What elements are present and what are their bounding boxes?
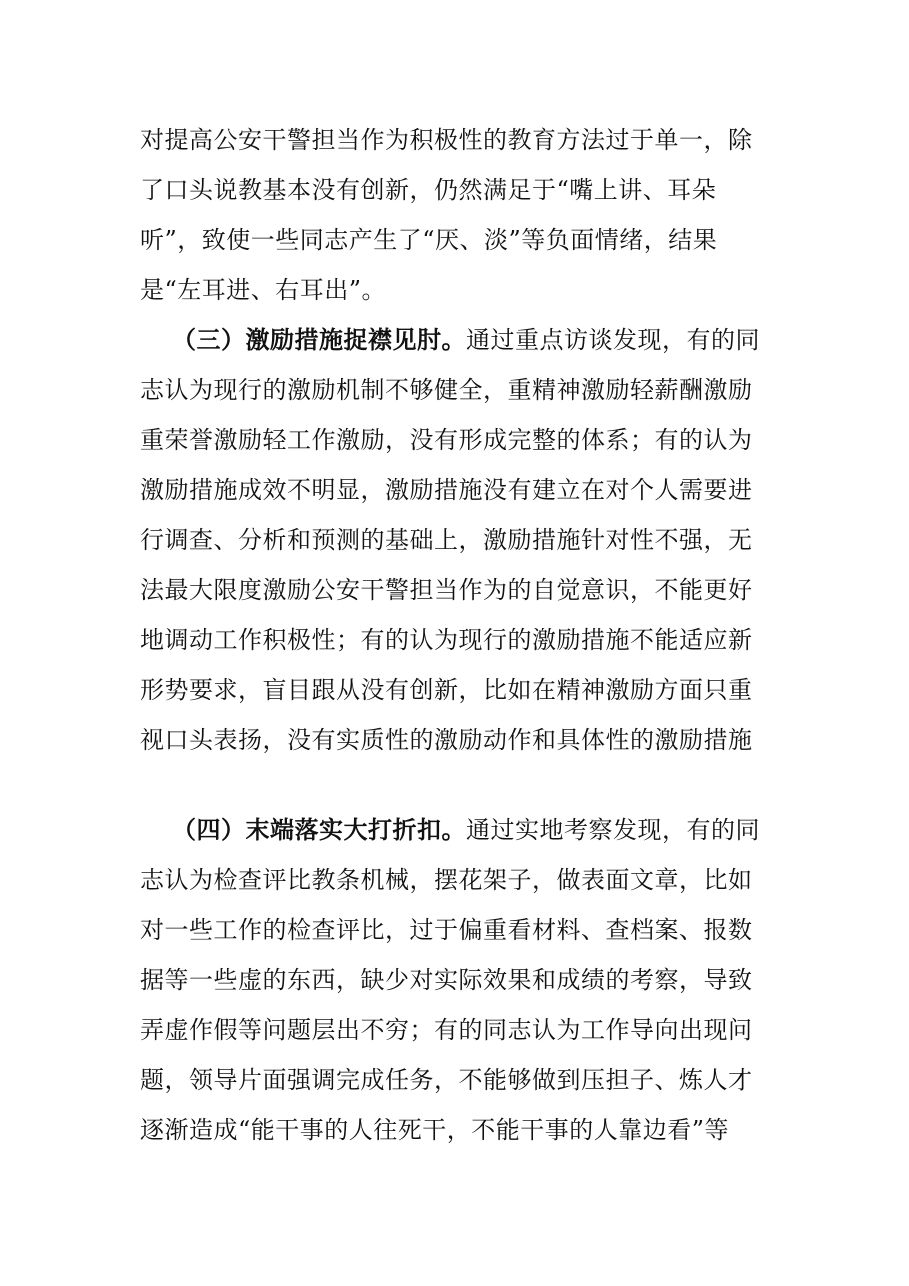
paragraph-line: 志认为现行的激励机制不够健全，重精神激励轻薪酬激励 xyxy=(140,376,753,404)
paragraph-line: 了口头说教基本没有创新，仍然满足于“嘴上讲、耳朵 xyxy=(140,176,717,204)
paragraph-line: 激励措施成效不明显，激励措施没有建立在对个人需要进 xyxy=(140,476,753,504)
paragraph-line: 行调查、分析和预测的基础上，激励措施针对性不强，无 xyxy=(140,526,753,554)
paragraph-line: 对提高公安干警担当作为积极性的教育方法过于单一，除 xyxy=(140,126,753,154)
paragraph-line: 对一些工作的检查评比，过于偏重看材料、查档案、报数 xyxy=(140,916,753,944)
paragraph-line: 志认为检查评比教条机械，摆花架子，做表面文章，比如 xyxy=(140,866,753,894)
paragraph-line: 题，领导片面强调完成任务，不能够做到压担子、炼人才 xyxy=(140,1066,753,1094)
section-3-first-line-text: 通过重点访谈发现，有的同 xyxy=(466,326,760,354)
section-4-first-line-text: 通过实地考察发现，有的同 xyxy=(466,816,760,844)
paragraph-line: 是“左耳进、右耳出”。 xyxy=(140,276,387,304)
section-3-first-line xyxy=(172,325,812,355)
paragraph-line: 弄虚作假等问题层出不穷；有的同志认为工作导向出现问 xyxy=(140,1016,753,1044)
section-4-first-line xyxy=(172,815,812,845)
paragraph-line: 视口头表扬，没有实质性的激励动作和具体性的激励措施 xyxy=(140,726,753,754)
section-4-heading: （四）末端落实大打折扣。 xyxy=(172,816,466,844)
paragraph-line: 法最大限度激励公安干警担当作为的自觉意识，不能更好 xyxy=(140,576,753,604)
paragraph-line: 听”，致使一些同志产生了“厌、淡”等负面情绪，结果 xyxy=(140,226,718,254)
paragraph-line: 据等一些虚的东西，缺少对实际效果和成绩的考察，导致 xyxy=(140,966,753,994)
paragraph-line: 逐渐造成“能干事的人往死干，不能干事的人靠边看”等 xyxy=(140,1116,730,1144)
paragraph-line: 形势要求，盲目跟从没有创新，比如在精神激励方面只重 xyxy=(140,676,753,704)
section-3-heading: （三）激励措施捉襟见肘。 xyxy=(172,326,466,354)
paragraph-line: 重荣誉激励轻工作激励，没有形成完整的体系；有的认为 xyxy=(140,426,753,454)
paragraph-line: 地调动工作积极性；有的认为现行的激励措施不能适应新 xyxy=(140,626,753,654)
